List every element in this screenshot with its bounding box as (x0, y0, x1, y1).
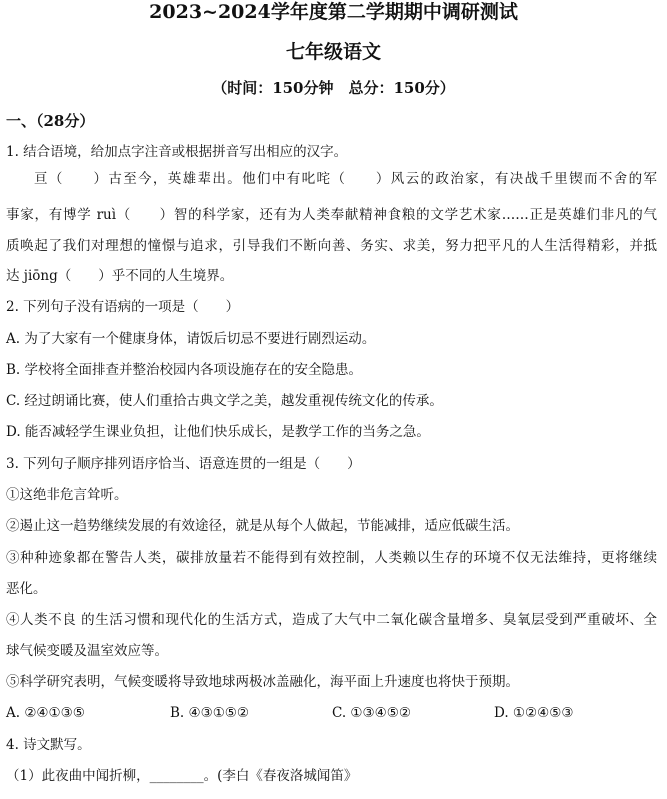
q2-option-a: A. 为了大家有一个健康身体，请饭后切忌不要进行剧烈运动。 (6, 331, 376, 347)
q3-choice-a: A. ②④①③⑤ (6, 705, 85, 721)
q3-sentence-5: ⑤科学研究表明，气候变暖将导致地球两极冰盖融化，海平面上升速度也将快于预期。 (6, 674, 519, 690)
exam-info: （时间：150分钟 总分：150分） (212, 79, 455, 97)
q3-prompt: 3. 下列句子顺序排列语序恰当、语意连贯的一组是（ ） (6, 456, 361, 472)
q3-sentence-2: ②遏止这一趋势继续发展的有效途径，就是从每个人做起，节能减排，适应低碳生活。 (6, 518, 519, 534)
q1-line-3: 质唤起了我们对理想的憧憬与追求，引导我们不断向善、务实、求美，努力把平凡的人生活得精彩，并抵 (6, 238, 657, 254)
q2-option-c: C. 经过朗诵比赛，使人们重拾古典文学之美，越发重视传统文化的传承。 (6, 393, 443, 409)
q3-sentence-3: ③种种迹象都在警告人类，碳排放量若不能得到有效控制，人类赖以生存的环境不仅无法维持，更将继续 (6, 550, 657, 566)
q1-line-4: 达 jiōng（ ）乎不同的人生境界。 (6, 268, 234, 284)
q2-option-d: D. 能否减轻学生课业负担，让他们快乐成长，是教学工作的当务之急。 (6, 424, 430, 440)
q4-line-1: （1）此夜曲中闻折柳，________。(李白《春夜洛城闻笛》 (6, 768, 358, 784)
q3-choice-c: C. ①③④⑤② (332, 705, 411, 721)
exam-title: 2023~2024学年度第二学期期中调研测试 (149, 1, 518, 23)
q3-choice-b: B. ④③①⑤② (170, 705, 250, 721)
q3-choice-d: D. ①②④⑤③ (494, 705, 574, 721)
q1-prompt: 1. 结合语境，给加点字注音或根据拼音写出相应的汉字。 (6, 144, 348, 160)
q3-sentence-4: ④人类不良 的生活习惯和现代化的生活方式，造成了大气中二氧化碳含量增多、臭氧层受到严重破坏、全 (6, 612, 657, 628)
q3-sentence-1: ①这绝非危言耸听。 (6, 487, 128, 503)
q2-option-b: B. 学校将全面排查并整治校园内各项设施存在的安全隐患。 (6, 362, 363, 378)
q4-prompt: 4. 诗文默写。 (6, 737, 91, 753)
q3-sentence-3-cont: 恶化。 (6, 581, 47, 597)
q1-line-2: 事家，有博学 ruì（ ）智的科学家，还有为人类奉献精神食粮的文学艺术家……正是英雄们非凡的气 (6, 207, 657, 223)
q1-line-1: 亘（ ）古至今，英雄辈出。他们中有叱咤（ ）风云的政治家，有决战千里锲而不舍的军 (34, 171, 657, 187)
q2-prompt: 2. 下列句子没有语病的一项是（ ） (6, 299, 240, 315)
section-heading: 一、（28分） (6, 112, 95, 130)
q3-sentence-4-cont: 球气候变暖及温室效应等。 (6, 643, 168, 659)
exam-subject: 七年级语文 (285, 41, 381, 63)
